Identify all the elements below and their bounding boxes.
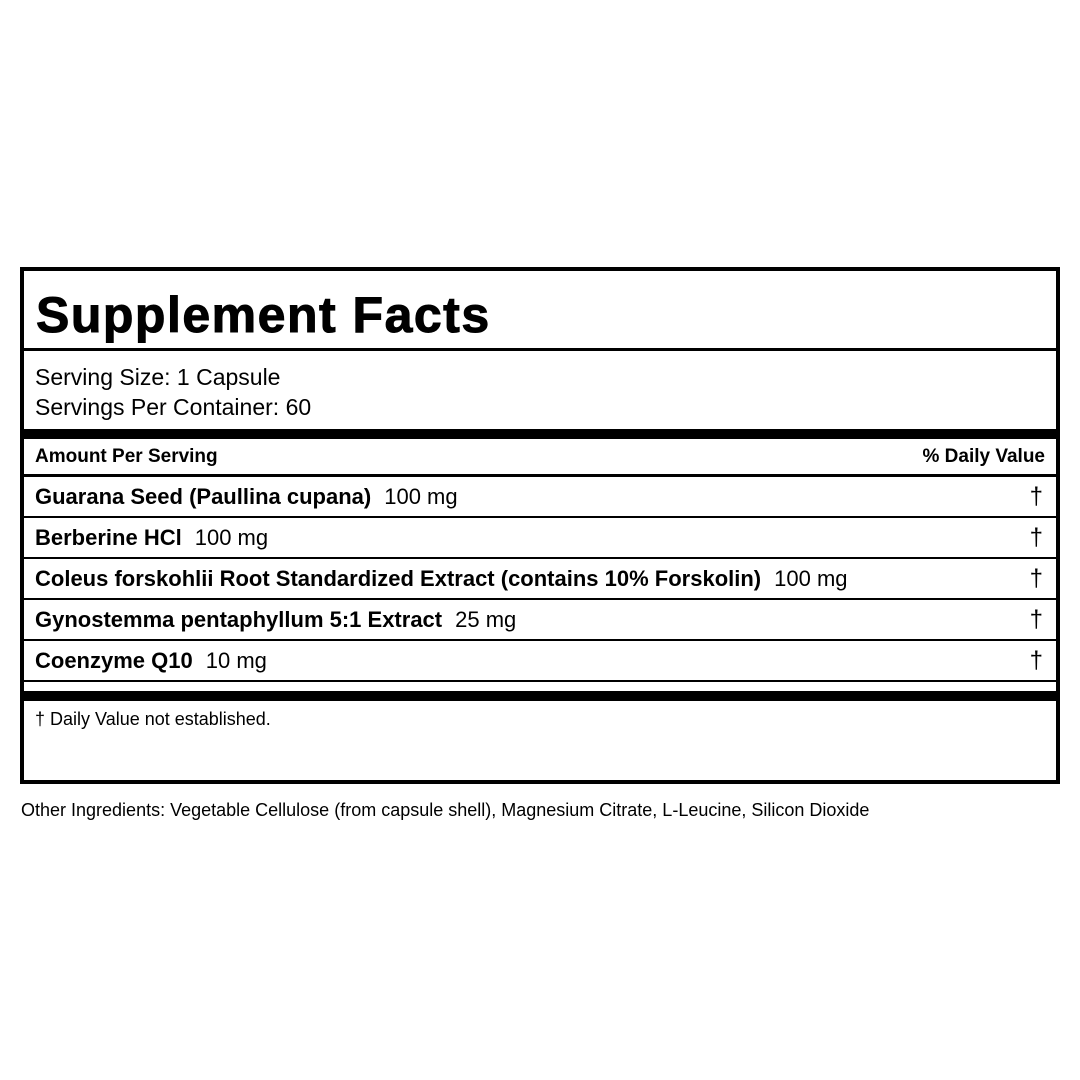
ingredient-name: Coleus forskohlii Root Standardized Extract (contains 10% Forskolin) [35, 565, 762, 591]
ingredient-daily-value: † [1029, 564, 1043, 592]
row-spacer [24, 682, 1056, 691]
thick-divider [24, 691, 1056, 701]
ingredient-row [24, 518, 1056, 559]
ingredient-amount: 100 mg [384, 483, 458, 509]
ingredient-amount: 100 mg [774, 565, 848, 591]
ingredient-row [24, 559, 1056, 600]
footnote: † Daily Value not established. [35, 709, 271, 729]
ingredient-row [24, 477, 1056, 518]
ingredient-name: Berberine HCl [35, 524, 182, 550]
servings-per-container: Servings Per Container: 60 [35, 394, 312, 420]
ingredient-name: Coenzyme Q10 [35, 647, 193, 673]
ingredient-row [24, 600, 1056, 641]
thick-divider [24, 429, 1056, 439]
ingredient-amount: 10 mg [205, 647, 267, 673]
ingredient-daily-value: † [1029, 523, 1043, 551]
daily-value-header: % Daily Value [922, 445, 1045, 467]
ingredient-amount: 25 mg [455, 606, 517, 632]
serving-info [24, 351, 1056, 429]
panel-title: Supplement Facts [24, 271, 1056, 351]
ingredient-name: Guarana Seed (Paullina cupana) [35, 483, 372, 509]
ingredient-row [24, 641, 1056, 682]
serving-size: Serving Size: 1 Capsule [35, 364, 281, 390]
amount-per-serving-header: Amount Per Serving [35, 445, 218, 467]
ingredient-daily-value: † [1029, 646, 1043, 674]
ingredient-name: Gynostemma pentaphyllum 5:1 Extract [35, 606, 443, 632]
ingredient-amount: 100 mg [194, 524, 269, 550]
table-header [24, 439, 1056, 477]
supplement-facts-panel [20, 267, 1060, 784]
ingredient-daily-value: † [1029, 482, 1043, 510]
other-ingredients: Other Ingredients: Vegetable Cellulose (from capsule shell), Magnesium Citrate, L-Leucine, Silicon Dioxide [21, 800, 870, 820]
ingredient-daily-value: † [1029, 605, 1043, 633]
